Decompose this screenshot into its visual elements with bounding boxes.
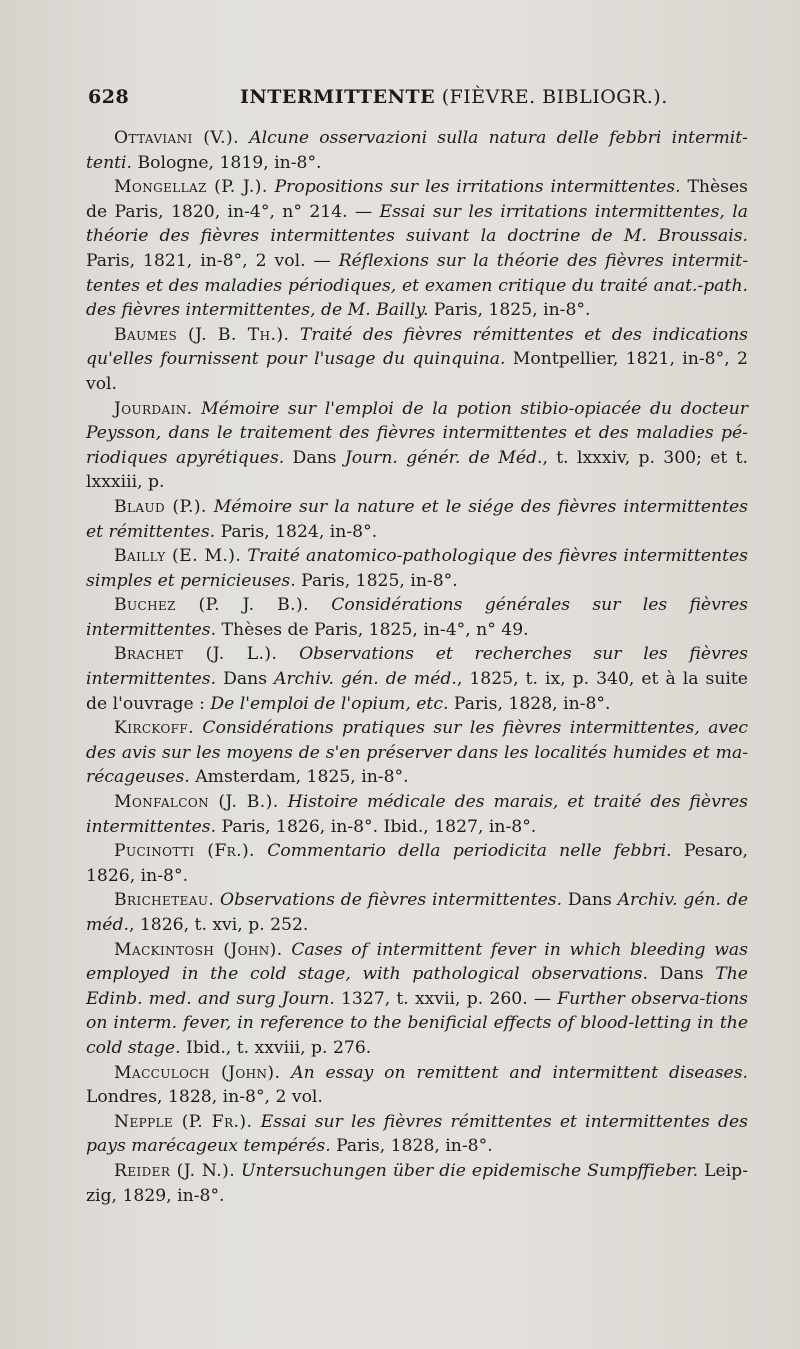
- entry-publication: Pesaro, 1826, in-8°.: [86, 841, 748, 886]
- entry-publication: Paris, 1825, in-8°.: [428, 300, 591, 321]
- entry-author: Bailly (E. M.).: [114, 546, 242, 567]
- entry-title: Commentario della periodicita nelle febbri.: [254, 841, 672, 862]
- bibliography-entry: [86, 938, 748, 1061]
- entry-title: Essai sur les fièvres rémittentes et intermittentes des pays marécageux tempérés.: [86, 1111, 749, 1157]
- bibliography-entry: [86, 397, 748, 495]
- entry-publication: Paris, 1825, in-8°.: [295, 570, 458, 591]
- entry-title: Untersuchungen über die epidemische Sumpffieber.: [235, 1160, 699, 1181]
- entry-author: Macculoch (John).: [114, 1062, 281, 1083]
- bibliography-entry: [86, 1061, 748, 1110]
- entry-author: Brachet (J. L.).: [114, 644, 278, 665]
- entry-author: Nepple (P. Fr.).: [114, 1111, 253, 1132]
- entry-author: Monfalcon (J. B.).: [114, 792, 279, 813]
- entry-publication: Thèses de Paris, 1820, in-4°, n° 214. —: [86, 177, 748, 222]
- entry-publication: Thèses de Paris, 1825, in-4°, n° 49.: [216, 619, 529, 640]
- entry-title: Journ. génér. de Méd.: [344, 447, 543, 468]
- entry-publication: 1327, t. xxvii, p. 260. —: [334, 988, 558, 1009]
- entry-publication: Dans: [647, 964, 716, 985]
- entry-publication: Paris, 1826, in-8°. Ibid., 1827, in-8°.: [216, 816, 537, 837]
- bibliography-entry: [86, 839, 748, 888]
- entry-title: Alcune osservazioni sulla natura delle febbri intermit-tenti.: [86, 128, 748, 173]
- bibliography-entry: [86, 495, 748, 544]
- entry-title: Propositions sur les irritations intermittentes.: [267, 177, 681, 198]
- entry-publication: Amsterdam, 1825, in-8°.: [189, 767, 409, 788]
- bibliography-entry: [86, 175, 748, 323]
- entry-author: Pucinotti (Fr.).: [114, 841, 255, 862]
- bibliography-entry: [86, 544, 748, 593]
- entry-publication: Leip-zig, 1829, in-8°.: [86, 1160, 748, 1206]
- bibliography-entry: [86, 716, 748, 790]
- entry-publication: Paris, 1828, in-8°.: [448, 693, 611, 714]
- bibliography-entry: [86, 790, 748, 839]
- entry-publication: Bologne, 1819, in-8°.: [132, 152, 322, 173]
- entry-publication: , 1826, t. xvi, p. 252.: [128, 915, 309, 935]
- entry-author: Blaud (P.).: [114, 496, 207, 517]
- entry-title: Mémoire sur l'emploi de la potion stibio-opiacée du docteur Peysson, dans le traitement des fièvres intermittentes et des maladies pé-riodiques apyrétiques.: [86, 398, 748, 468]
- bibliography-list: [86, 126, 748, 1208]
- entry-author: Mackintosh (John).: [114, 939, 283, 960]
- bibliography-entry: [86, 126, 748, 175]
- entry-title: Histoire médicale des marais, et traité des fièvres intermittentes.: [86, 792, 748, 837]
- entry-title: Essai sur les irritations intermittentes, la théorie des fièvres intermittentes suivant la doctrine de M. Broussais.: [86, 201, 748, 247]
- running-head: [240, 86, 668, 108]
- page-number: 628: [88, 86, 130, 108]
- entry-title: De l'emploi de l'opium, etc.: [210, 693, 449, 714]
- entry-publication: Dans: [216, 669, 275, 690]
- entry-author: Baumes (J. B. Th.).: [114, 324, 290, 345]
- entry-title: Traité des fièvres rémittentes et des indications qu'elles fournissent pour l'usage du quinquina.: [86, 324, 748, 370]
- entry-title: Mémoire sur la nature et le siége des fièvres intermittentes et rémittentes.: [86, 496, 748, 542]
- entry-publication: Dans: [284, 447, 345, 468]
- bibliography-entry: [86, 888, 748, 937]
- bibliography-entry: [86, 323, 748, 397]
- running-head-title: INTERMITTENTE: [240, 86, 436, 108]
- entry-author: Kirckoff.: [114, 718, 194, 739]
- entry-title: Archiv. gén. de méd.: [274, 669, 457, 690]
- entry-title: Réflexions sur la théorie des fièvres intermit-tentes et des maladies périodiques, et examen critique du traité anat.-path. des fièvres intermittentes, de M. Bailly.: [86, 250, 749, 321]
- bibliography-entry: [86, 1110, 748, 1159]
- entry-author: Mongellaz (P. J.).: [114, 177, 268, 198]
- entry-publication: Londres, 1828, in-8°, 2 vol.: [86, 1087, 323, 1108]
- entry-publication: Ibid., t. xxviii, p. 276.: [180, 1037, 372, 1058]
- entry-title: Cases of intermittent fever in which bleeding was employed in the cold stage, with pathological observations.: [86, 939, 748, 985]
- entry-title: Considérations pratiques sur les fièvres intermittentes, avec des avis sur les moyens de s'en préserver dans les localités humides et ma-récageuses.: [86, 718, 748, 788]
- entry-title: Considérations générales sur les fièvres intermittentes.: [86, 595, 749, 640]
- entry-title: Observations de fièvres intermittentes.: [214, 890, 563, 911]
- entry-author: Bricheteau.: [114, 890, 215, 911]
- entry-title: Observations et recherches sur les fièvres intermittentes.: [86, 644, 748, 690]
- entry-author: Ottaviani (V.).: [114, 128, 240, 148]
- entry-publication: Paris, 1824, in-8°.: [215, 521, 378, 542]
- bibliography-entry: [86, 1159, 748, 1208]
- entry-author: Buchez (P. J. B.).: [114, 595, 310, 616]
- entry-title: Traité anatomico-pathologique des fièvres intermittentes simples et pernicieuses.: [86, 546, 748, 591]
- entry-title: The Edinb. med. and surg Journ.: [86, 964, 748, 1009]
- entry-publication: Paris, 1828, in-8°.: [330, 1136, 493, 1157]
- running-head-subtitle: (FIÈVRE. BIBLIOGR.).: [441, 86, 668, 108]
- entry-title: Archiv. gén. de méd.: [86, 890, 748, 935]
- bibliography-entry: [86, 593, 748, 642]
- bibliography-entry: [86, 642, 748, 716]
- entry-title: An essay on remittent and intermittent diseases.: [280, 1062, 748, 1083]
- entry-publication: , t. lxxxiv, p. 300; et t. lxxxiii, p.: [86, 447, 748, 493]
- entry-publication: , 1825, t. ix, p. 340, et à la suite de l'ouvrage :: [86, 669, 748, 714]
- entry-title: Further observa-tions on interm. fever, in reference to the benificial effects of blood-letting in the cold stage.: [86, 988, 748, 1058]
- entry-publication: Dans: [562, 890, 618, 911]
- entry-publication: Paris, 1821, in-8°, 2 vol. —: [86, 250, 339, 271]
- entry-author: Jourdain.: [114, 398, 193, 419]
- entry-publication: Montpellier, 1821, in-8°, 2 vol.: [86, 349, 748, 394]
- page-header: [88, 86, 768, 112]
- entry-author: Reider (J. N.).: [114, 1160, 236, 1181]
